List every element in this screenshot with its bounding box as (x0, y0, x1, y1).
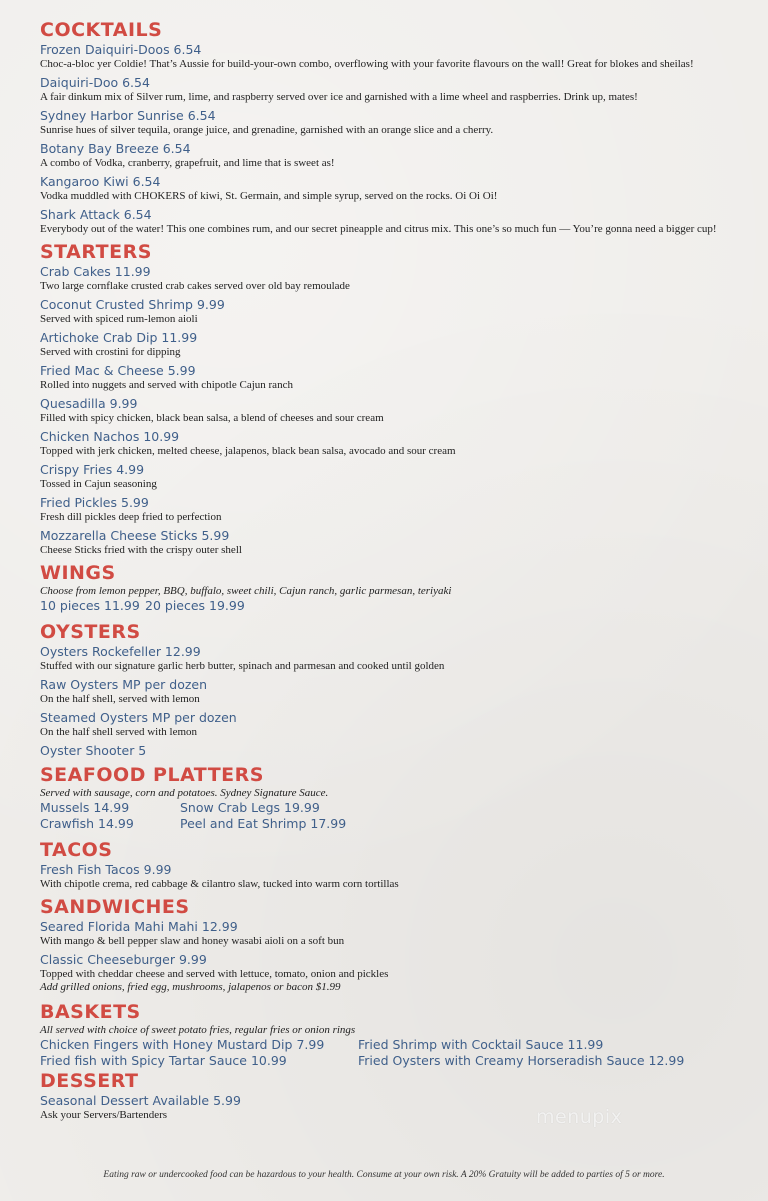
item-name: Crawfish 14.99 (40, 816, 134, 831)
oysters-section (40, 620, 740, 759)
watermark-logo: menupix (536, 1106, 623, 1128)
item-name: Daiquiri-Doo 6.54 (40, 75, 150, 90)
item-name: Quesadilla 9.99 (40, 396, 138, 411)
seafood-col-right (180, 800, 346, 832)
wings-options (40, 598, 740, 614)
menu-item (40, 330, 740, 359)
section-title-baskets: BASKETS (40, 1001, 141, 1023)
menu-item (40, 141, 740, 170)
menu-item (40, 495, 740, 524)
menu-item (40, 1093, 740, 1122)
item-description: Tossed in Cajun seasoning (40, 478, 157, 490)
item-description: Everybody out of the water! This one combines rum, and our secret pineapple and citrus mix. This one’s so much fun — You’re gonna need a bigger cup! (40, 223, 717, 235)
section-title-sandwiches: SANDWICHES (40, 896, 190, 918)
section-title-tacos: TACOS (40, 839, 113, 861)
seafood-platters-items (40, 800, 740, 832)
item-name: Sydney Harbor Sunrise 6.54 (40, 108, 216, 123)
item-name: Fresh Fish Tacos 9.99 (40, 862, 172, 877)
menu-item (40, 429, 740, 458)
item-name: Fried Mac & Cheese 5.99 (40, 363, 196, 378)
menu-item (40, 952, 740, 981)
menu-item (40, 108, 740, 137)
item-name: Raw Oysters MP per dozen (40, 677, 208, 692)
menu-item (40, 297, 740, 326)
item-name: Mozzarella Cheese Sticks 5.99 (40, 528, 230, 543)
item-description: Vodka muddled with CHOKERS of kiwi, St. Germain, and simple syrup, served on the rocks. Oi Oi Oi! (40, 190, 498, 202)
item-description: A combo of Vodka, cranberry, grapefruit, and lime that is sweet as! (40, 157, 335, 169)
section-title-dessert: DESSERT (40, 1070, 139, 1092)
item-description: Cheese Sticks fried with the crispy outer shell (40, 544, 242, 556)
baskets-section (40, 1000, 740, 1069)
item-description: Rolled into nuggets and served with chipotle Cajun ranch (40, 379, 293, 391)
menu-item (40, 207, 740, 236)
menu-item (40, 710, 740, 739)
item-description: Served with spiced rum-lemon aioli (40, 313, 198, 325)
sandwiches-section (40, 895, 740, 1000)
menu-item (40, 75, 740, 104)
item-description: On the half shell, served with lemon (40, 693, 200, 705)
menu-item (40, 743, 740, 759)
item-description: Two large cornflake crusted crab cakes served over old bay remoulade (40, 280, 350, 292)
section-title-seafood-platters: SEAFOOD PLATTERS (40, 764, 264, 786)
menu-item (40, 644, 740, 673)
menu-item (40, 528, 740, 557)
starters-section (40, 240, 740, 557)
item-name: Snow Crab Legs 19.99 (180, 800, 320, 815)
tacos-section (40, 838, 740, 891)
section-title-wings: WINGS (40, 562, 116, 584)
item-name: Seared Florida Mahi Mahi 12.99 (40, 919, 238, 934)
item-name: Frozen Daiquiri-Doos 6.54 (40, 42, 202, 57)
menu-item (40, 862, 740, 891)
item-name: Classic Cheeseburger 9.99 (40, 952, 207, 967)
item-name: Crab Cakes 11.99 (40, 264, 151, 279)
item-description: Choc-a-bloc yer Coldie! That’s Aussie for build-your-own combo, overflowing with your favorite flavours on the wall! Great for blokes and sheilas! (40, 58, 694, 70)
item-name: Seasonal Dessert Available 5.99 (40, 1093, 241, 1108)
item-name: Crispy Fries 4.99 (40, 462, 145, 477)
item-description: Ask your Servers/Bartenders (40, 1109, 168, 1121)
wings-option: 20 pieces 19.99 (145, 598, 245, 613)
baskets-items (40, 1037, 740, 1069)
item-description: Topped with cheddar cheese and served with lettuce, tomato, onion and pickles (40, 968, 389, 980)
cocktails-section (40, 18, 740, 236)
dessert-section (40, 1069, 740, 1122)
item-description: Served with crostini for dipping (40, 346, 181, 358)
item-description: A fair dinkum mix of Silver rum, lime, and raspberry served over ice and garnished with a lime wheel and raspberries. Drink up, mates! (40, 91, 638, 103)
menu-item (40, 174, 740, 203)
item-name: Chicken Fingers with Honey Mustard Dip 7.99 (40, 1037, 325, 1052)
item-name: Kangaroo Kiwi 6.54 (40, 174, 161, 189)
item-name: Oysters Rockefeller 12.99 (40, 644, 201, 659)
menu-item (40, 919, 740, 948)
menu-item (40, 396, 740, 425)
item-name: Chicken Nachos 10.99 (40, 429, 180, 444)
menu-page (40, 18, 740, 1126)
menu-item (40, 363, 740, 392)
baskets-note: All served with choice of sweet potato fries, regular fries or onion rings (40, 1024, 356, 1036)
seafood-platters-section (40, 763, 740, 838)
menu-item (40, 462, 740, 491)
item-description: Filled with spicy chicken, black bean salsa, a blend of cheeses and sour cream (40, 412, 384, 424)
wings-option: 10 pieces 11.99 (40, 598, 140, 613)
wings-section (40, 561, 740, 620)
item-name: Peel and Eat Shrimp 17.99 (180, 816, 347, 831)
item-description: Fresh dill pickles deep fried to perfection (40, 511, 222, 523)
item-description: On the half shell served with lemon (40, 726, 198, 738)
baskets-col-left (40, 1037, 358, 1069)
sandwiches-addon-note: Add grilled onions, fried egg, mushrooms, jalapenos or bacon $1.99 (40, 981, 341, 993)
item-description: With mango & bell pepper slaw and honey wasabi aioli on a soft bun (40, 935, 345, 947)
item-name: Oyster Shooter 5 (40, 743, 147, 758)
item-name: Fried Shrimp with Cocktail Sauce 11.99 (358, 1037, 604, 1052)
section-title-cocktails: COCKTAILS (40, 19, 163, 41)
item-description: Stuffed with our signature garlic herb butter, spinach and parmesan and cooked until golden (40, 660, 445, 672)
item-description: Topped with jerk chicken, melted cheese, jalapenos, black bean salsa, avocado and sour cream (40, 445, 456, 457)
seafood-platters-note: Served with sausage, corn and potatoes. Sydney Signature Sauce. (40, 787, 329, 799)
menu-item (40, 677, 740, 706)
wings-flavor-note: Choose from lemon pepper, BBQ, buffalo, sweet chili, Cajun ranch, garlic parmesan, teriyaki (40, 585, 452, 597)
item-name: Mussels 14.99 (40, 800, 130, 815)
item-name: Artichoke Crab Dip 11.99 (40, 330, 198, 345)
menu-item (40, 264, 740, 293)
footer-disclaimer: Eating raw or undercooked food can be hazardous to your health. Consume at your own risk. A 20% Gratuity will be added to parties of 5 or more. (103, 1170, 665, 1180)
item-name: Steamed Oysters MP per dozen (40, 710, 237, 725)
baskets-col-right (358, 1037, 684, 1069)
seafood-col-left (40, 800, 180, 832)
item-name: Fried fish with Spicy Tartar Sauce 10.99 (40, 1053, 287, 1068)
item-name: Shark Attack 6.54 (40, 207, 152, 222)
item-name: Coconut Crusted Shrimp 9.99 (40, 297, 225, 312)
section-title-starters: STARTERS (40, 241, 152, 263)
item-description: With chipotle crema, red cabbage & cilantro slaw, tucked into warm corn tortillas (40, 878, 399, 890)
menu-item (40, 42, 740, 71)
item-name: Fried Oysters with Creamy Horseradish Sauce 12.99 (358, 1053, 685, 1068)
section-title-oysters: OYSTERS (40, 621, 141, 643)
item-name: Botany Bay Breeze 6.54 (40, 141, 191, 156)
item-description: Sunrise hues of silver tequila, orange juice, and grenadine, garnished with an orange slice and a cherry. (40, 124, 494, 136)
item-name: Fried Pickles 5.99 (40, 495, 149, 510)
